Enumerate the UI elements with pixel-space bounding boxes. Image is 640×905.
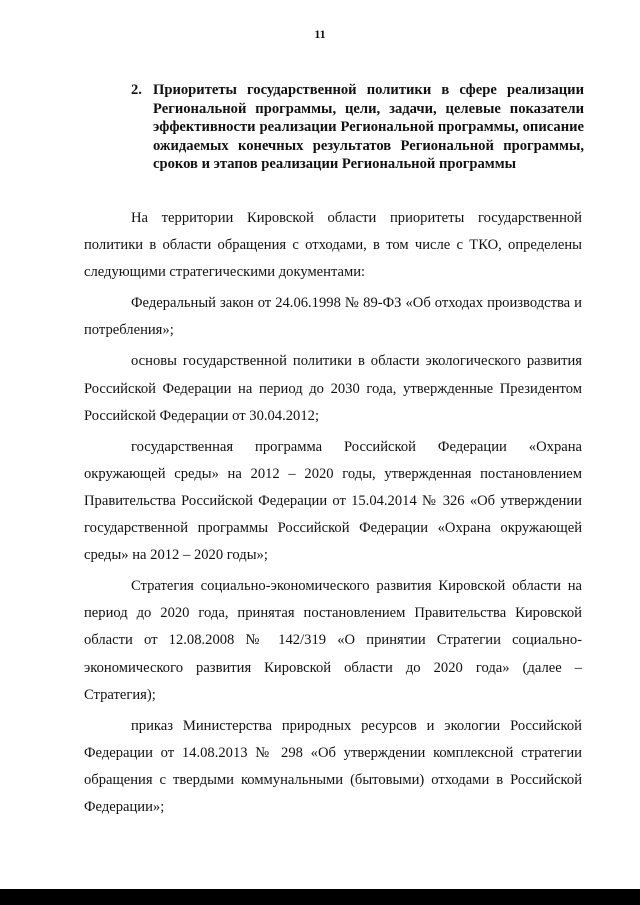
page-number: 11 bbox=[314, 27, 326, 41]
paragraph-federal-law: Федеральный закон от 24.06.1998 № 89-ФЗ «Об отходах производства и потребления»; bbox=[84, 295, 582, 339]
document-body bbox=[84, 205, 582, 821]
section-heading bbox=[131, 81, 584, 174]
paragraph-regional-strategy: Стратегия социально-экономического развития Кировской области на период до 2020 года, принятая постановлением Правительства Кировской области от 12.08.2008 № 142/319 «О принятии Стратегии социально-экономического развития Кировской области до 2020 года» (далее – Стратегия); bbox=[84, 578, 582, 703]
paragraph-ministry-order: приказ Министерства природных ресурсов и экологии Российской Федерации от 14.08.2013 № 298 «Об утверждении комплексной стратегии обращения с твердыми коммунальными (бытовыми) отходами в Российской Федерации»; bbox=[84, 717, 582, 815]
scan-border-bottom bbox=[0, 889, 640, 905]
paragraph-intro: На территории Кировской области приоритеты государственной политики в области обращения с отходами, в том числе с ТКО, определены следующими стратегическими документами: bbox=[84, 210, 582, 281]
section-title: Приоритеты государственной политики в сфере реализации Региональной программы, цели, задачи, целевые показатели эффективности реализации Региональной программы, описание ожидаемых конечных результатов Региональной программы, сроков и этапов реализации Региональной программы bbox=[153, 82, 584, 172]
paragraph-ecology-policy: основы государственной политики в области экологического развития Российской Федерации на период до 2030 года, утвержденные Президентом Российской Федерации от 30.04.2012; bbox=[84, 353, 582, 424]
section-number: 2. bbox=[131, 82, 142, 98]
paragraph-state-program: государственная программа Российской Федерации «Охрана окружающей среды» на 2012 – 2020 годы, утвержденная постановлением Правительства Российской Федерации от 15.04.2014 № 326 «Об утверждении государственной программы Российской Федерации «Охрана окружающей среды» на 2012 – 2020 годы»; bbox=[84, 438, 582, 564]
